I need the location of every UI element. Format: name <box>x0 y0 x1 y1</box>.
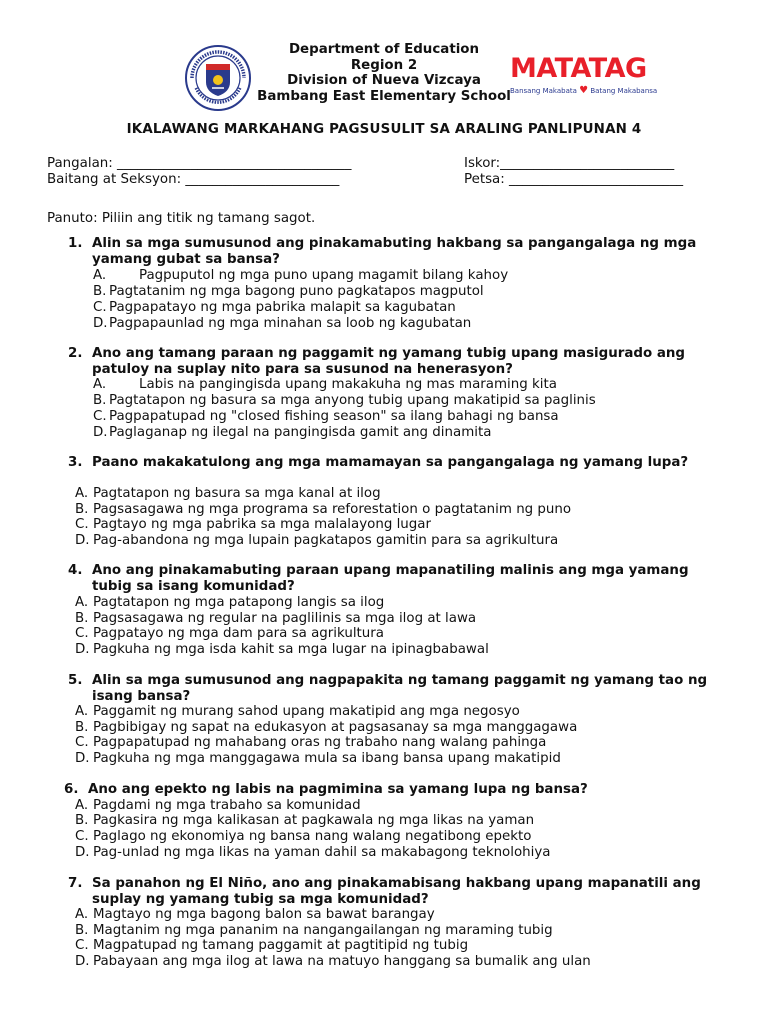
matatag-logo-tagline <box>510 85 670 96</box>
option-a: A. Magtayo ng mga bagong balon sa bawat barangay <box>75 907 435 922</box>
question-stem <box>68 673 728 704</box>
question-text: Ano ang epekto ng labis na pagmimina sa yamang lupa ng bansa? <box>88 782 588 797</box>
option-d: D. Pag-abandona ng mga lupain pagkatapos gamitin para sa agrikultura <box>75 533 559 548</box>
question-number: 7. <box>68 876 83 891</box>
score-field: Iskor:__________________________ <box>464 156 675 171</box>
question-text: Alin sa mga sumusunod ang nagpapakita ng tamang paggamit ng yamang tao ng isang bansa? <box>92 673 708 704</box>
department-name: Department of Education <box>288 42 480 57</box>
option-d: D. Pagkuha ng mga manggagawa mula sa ibang bansa upang makatipid <box>75 751 561 766</box>
question-stem <box>64 782 724 798</box>
option-a: A. Pagpuputol ng mga puno upang magamit bilang kahoy <box>93 268 509 283</box>
matatag-logo-word: MATATAG <box>510 53 647 84</box>
option-b: B. Pagtatapon ng basura sa mga anyong tubig upang makatipid sa paglinis <box>93 393 596 408</box>
option-c: C. Pagpapatayo ng mga pabrika malapit sa kagubatan <box>93 300 456 315</box>
question-number: 3. <box>68 455 83 470</box>
option-a: A. Pagtatapon ng mga patapong langis sa ilog <box>75 595 385 610</box>
date-field: Petsa: __________________________ <box>464 172 684 187</box>
question-text: Sa panahon ng El Niño, ano ang pinakamabisang hakbang upang mapanatili ang suplay ng yamang tubig sa mga komunidad? <box>92 876 701 907</box>
matatag-logo <box>510 54 670 104</box>
option-d: D.Pagpapaunlad ng mga minahan sa loob ng kagubatan <box>93 316 472 331</box>
option-a: A. Labis na pangingisda upang makakuha ng mas maraming kita <box>93 377 557 392</box>
exam-title: IKALAWANG MARKAHANG PAGSUSULIT SA ARALING PANLIPUNAN 4 <box>126 122 642 137</box>
option-d: D. Pag-unlad ng mga likas na yaman dahil sa makabagong teknolohiya <box>75 845 551 860</box>
question-stem <box>68 563 728 594</box>
question-number: 6. <box>64 782 79 797</box>
school-name: Bambang East Elementary School <box>257 88 511 104</box>
division-name: Division of Nueva Vizcaya <box>287 73 481 89</box>
matatag-tag-right: Batang Makabansa <box>590 87 658 95</box>
option-a: A. Pagdami ng mga trabaho sa komunidad <box>75 798 361 813</box>
option-c: C. Magpatupad ng tamang paggamit at pagtitipid ng tubig <box>75 938 469 953</box>
option-b: B. Pagtatanim ng mga bagong puno pagkatapos magputol <box>93 284 484 299</box>
option-d: D. Pagkuha ng mga isda kahit sa mga lugar na ipinagbabawal <box>75 642 489 657</box>
option-a: A. Paggamit ng murang sahod upang makatipid ang mga negosyo <box>75 704 520 719</box>
option-a: A. Pagtatapon ng basura sa mga kanal at ilog <box>75 486 381 501</box>
option-c: C. Paglago ng ekonomiya ng bansa nang walang negatibong epekto <box>75 829 532 844</box>
question-number: 2. <box>68 346 83 361</box>
document-header <box>0 40 768 112</box>
option-c: C. Pagpapatupad ng "closed fishing season" sa ilang bahagi ng bansa <box>93 409 559 424</box>
option-b: B. Pagbibigay ng sapat na edukasyon at pagsasanay sa mga manggagawa <box>75 720 578 735</box>
instructions: Panuto: Piliin ang titik ng tamang sagot. <box>47 211 316 226</box>
question-number: 1. <box>68 236 83 251</box>
question-number: 5. <box>68 673 83 688</box>
question-text: Alin sa mga sumusunod ang pinakamabuting hakbang sa pangangalaga ng mga yamang gubat sa bansa? <box>92 236 697 267</box>
option-d: D. Pabayaan ang mga ilog at lawa na matuyo hanggang sa bumalik ang ulan <box>75 954 591 969</box>
question-stem <box>68 346 728 377</box>
option-b: B. Magtanim ng mga pananim na nangangailangan ng maraming tubig <box>75 923 553 938</box>
question-text: Ano ang tamang paraan ng paggamit ng yamang tubig upang masigurado ang patuloy na suplay nito para sa susunod na henerasyon? <box>92 346 685 377</box>
matatag-tag-left: Bansang Makabata <box>510 87 577 95</box>
option-c: C. Pagpatayo ng mga dam para sa agrikultura <box>75 626 385 641</box>
region-name: Region 2 <box>350 57 418 73</box>
question-number: 4. <box>68 563 83 578</box>
heart-icon: ♥ <box>579 85 589 96</box>
option-b: B. Pagkasira ng mga kalikasan at pagkawala ng mga likas na yaman <box>75 813 535 828</box>
option-c: C. Pagtayo ng mga pabrika sa mga malalayong lugar <box>75 517 431 532</box>
question-stem <box>68 455 728 471</box>
option-d: D.Paglaganap ng ilegal na pangingisda gamit ang dinamita <box>93 425 492 440</box>
grade-section-field: Baitang at Seksyon: _______________________ <box>47 172 340 187</box>
question-text: Paano makakatulong ang mga mamamayan sa pangangalaga ng yamang lupa? <box>92 455 689 470</box>
option-b: B. Pagsasagawa ng regular na paglilinis sa mga ilog at lawa <box>75 611 477 626</box>
option-b: B. Pagsasagawa ng mga programa sa reforestation o pagtatanim ng puno <box>75 502 572 517</box>
deped-seal-icon <box>184 44 252 112</box>
name-field: Pangalan: ___________________________________ <box>47 156 352 171</box>
header-text-block <box>250 42 518 104</box>
question-text: Ano ang pinakamabuting paraan upang mapanatiling malinis ang mga yamang tubig sa isang komunidad? <box>92 563 689 594</box>
question-stem <box>68 236 728 267</box>
option-c: C. Pagpapatupad ng mahabang oras ng trabaho nang walang pahinga <box>75 735 547 750</box>
question-stem <box>68 876 728 907</box>
